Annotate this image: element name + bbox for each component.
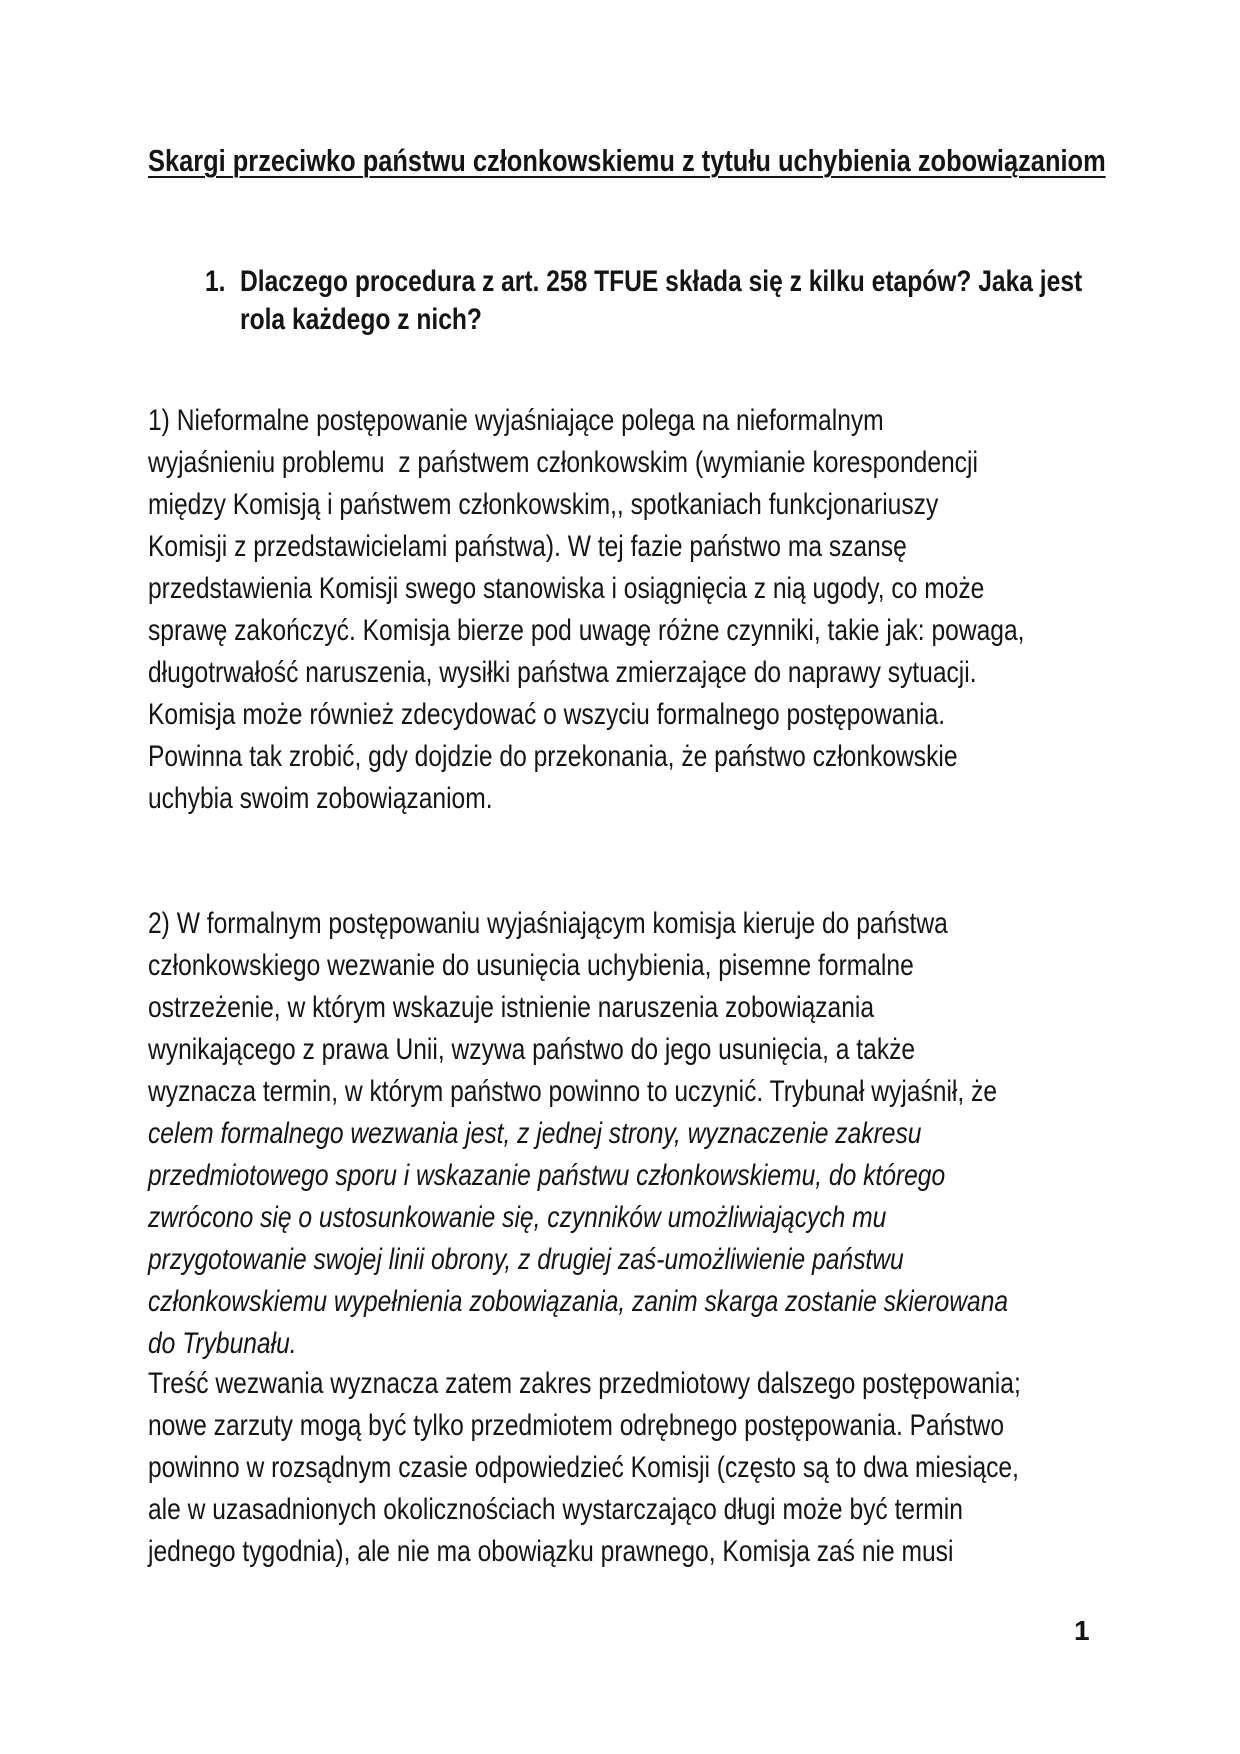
text-line: Powinna tak zrobić, gdy dojdzie do przekonania, że państwo członkowskie (148, 740, 958, 773)
text-line: do Trybunału. (148, 1327, 297, 1360)
text-line: ale w uzasadnionych okolicznościach wystarczająco długi może być termin (148, 1493, 963, 1526)
text-line: powinno w rozsądnym czasie odpowiedzieć Komisji (często są to dwa miesiące, (148, 1451, 1019, 1484)
paragraph-formal-procedure-normal (148, 903, 1197, 1113)
paragraph-wezwanie-scope (148, 1363, 1212, 1573)
text-line: 1) Nieformalne postępowanie wyjaśniające polega na nieformalnym (148, 404, 884, 437)
text-line: sprawę zakończyć. Komisja bierze pod uwagę różne czynniki, takie jak: powaga, (148, 614, 1025, 647)
text-line: nowe zarzuty mogą być tylko przedmiotem odrębnego postępowania. Państwo (148, 1409, 1005, 1442)
text-line: między Komisją i państwem członkowskim,, spotkaniach funkcjonariuszy (148, 488, 939, 521)
text-line: członkowskiemu wypełnienia zobowiązania, zanim skarga zostanie skierowana (148, 1285, 1009, 1318)
text-line: Dlaczego procedura z art. 258 TFUE składa się z kilku etapów? Jaka jest (240, 265, 1083, 298)
paragraph-formal-procedure-quote (148, 1113, 1197, 1365)
text-line: 2) W formalnym postępowaniu wyjaśniającym komisja kieruje do państwa (148, 907, 948, 940)
text-line: Komisja może również zdecydować o wszyciu formalnego postępowania. (148, 698, 946, 731)
text-line: wyznacza termin, w którym państwo powinno to uczynić. Trybunał wyjaśnił, że (148, 1075, 998, 1108)
paragraph-formal-procedure (148, 903, 1197, 1365)
text-line: długotrwałość naruszenia, wysiłki państwa zmierzające do naprawy sytuacji. (148, 656, 977, 689)
question-text (148, 263, 1240, 339)
text-line: uchybia swoim zobowiązaniom. (148, 782, 493, 815)
text-line: przygotowanie swojej linii obrony, z drugiej zaś-umożliwienie państwu (148, 1243, 904, 1276)
text-line: Treść wezwania wyznacza zatem zakres przedmiotowy dalszego postępowania; (148, 1367, 1021, 1400)
text-line: jednego tygodnia), ale nie ma obowiązku prawnego, Komisja zaś nie musi (148, 1535, 954, 1568)
paragraph-informal-procedure (148, 400, 1217, 820)
document-title: Skargi przeciwko państwu członkowskiemu z tytułu uchybienia zobowiązaniom (148, 143, 1106, 178)
text-line: przedstawienia Komisji swego stanowiska i osiągnięcia z nią ugody, co może (148, 572, 985, 605)
text-line: ostrzeżenie, w którym wskazuje istnienie naruszenia zobowiązania (148, 991, 875, 1024)
text-line: rola każdego z nich? (240, 303, 482, 336)
text-line: wyjaśnieniu problemu z państwem członkowskim (wymianie korespondencji (148, 446, 978, 479)
text-line: członkowskiego wezwanie do usunięcia uchybienia, pisemne formalne (148, 949, 914, 982)
text-line: wynikającego z prawa Unii, wzywa państwo do jego usunięcia, a także (148, 1033, 916, 1066)
text-line: Komisji z przedstawicielami państwa). W tej fazie państwo ma szansę (148, 530, 907, 563)
document-title-block (148, 138, 1240, 184)
text-line: celem formalnego wezwania jest, z jednej strony, wyznaczenie zakresu (148, 1117, 922, 1150)
text-line: przedmiotowego sporu i wskazanie państwu członkowskiemu, do którego (148, 1159, 946, 1192)
page-number: 1 (1074, 1615, 1090, 1646)
text-line: zwrócono się o ustosunkowanie się, czynników umożliwiających mu (148, 1201, 887, 1234)
question-item (148, 263, 1240, 339)
question-number: 1. (205, 265, 226, 298)
